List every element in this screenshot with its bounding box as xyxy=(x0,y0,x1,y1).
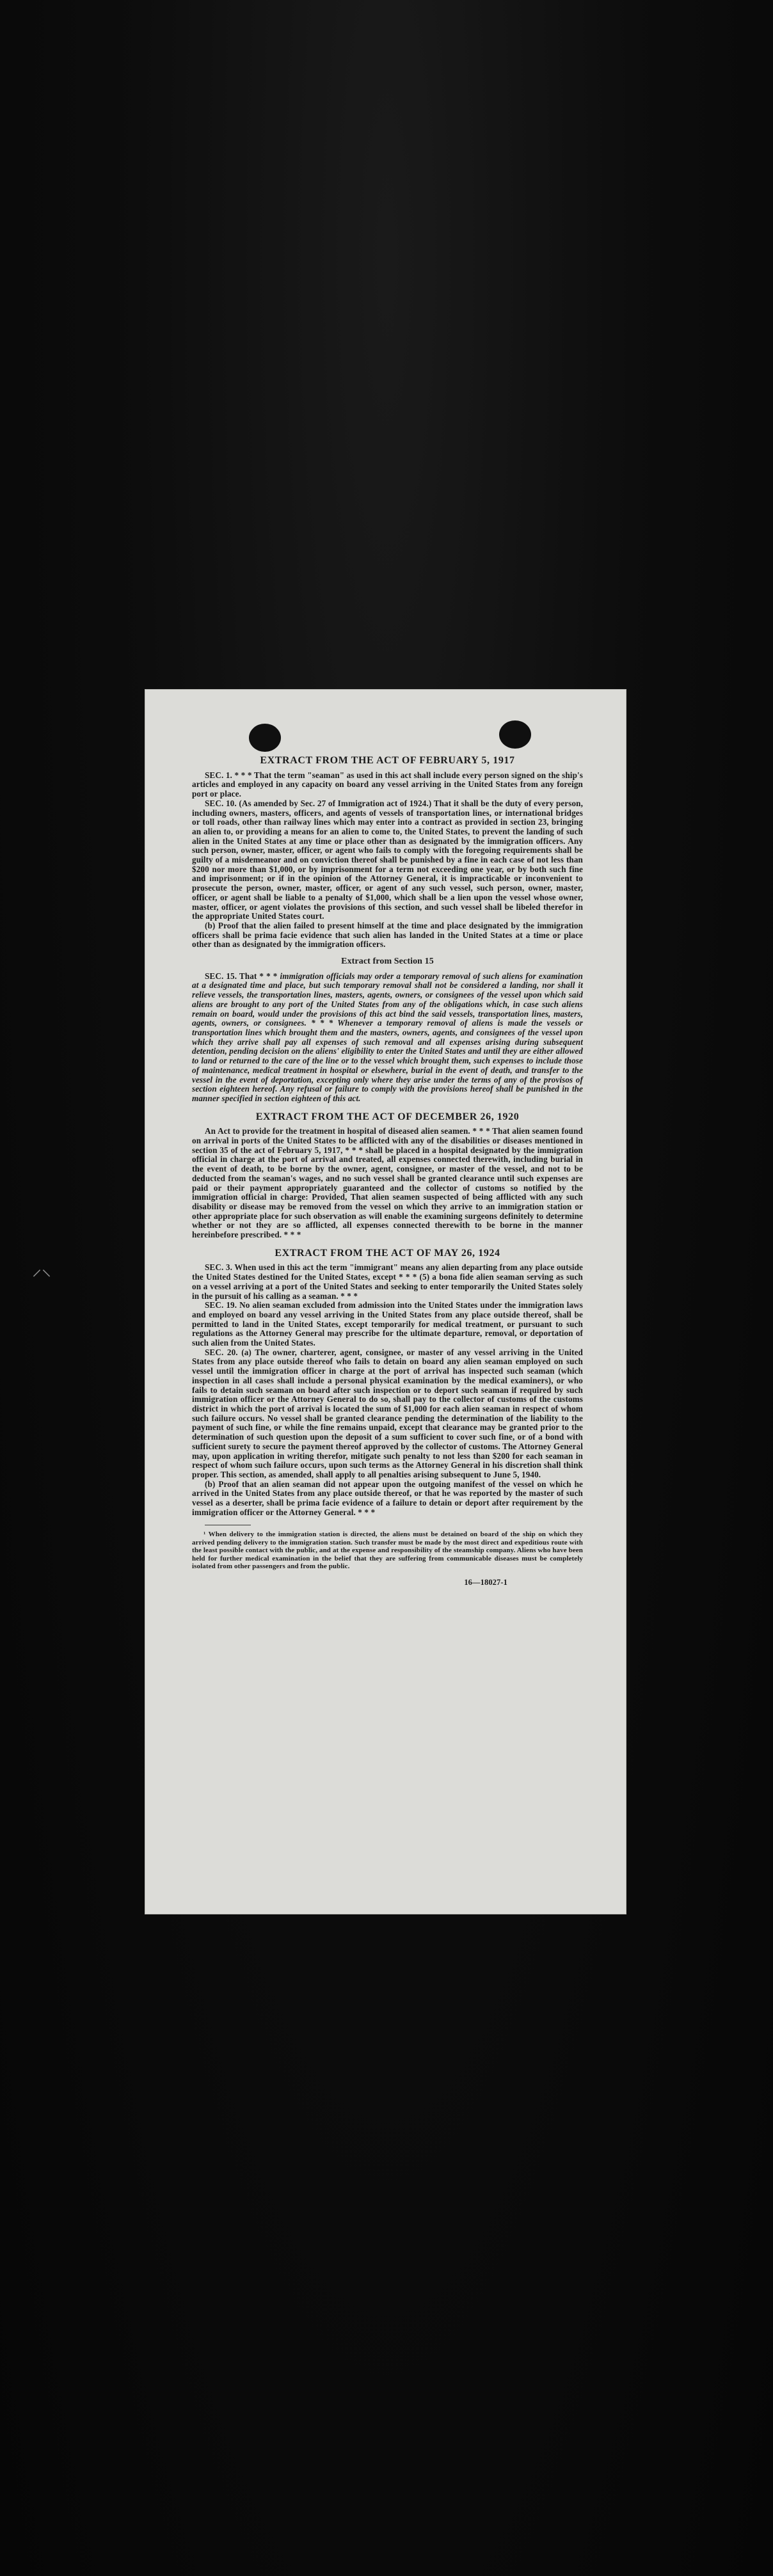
subheading-section-15: Extract from Section 15 xyxy=(341,957,434,967)
section-10-paragraph: SEC. 10. (As amended by Sec. 27 of Immigration act of 1924.) That it shall be the duty of every person, including owners, masters, officers, and agents of vessels of transportation lines, or international bridges or toll roads, other than railway lines which may enter into a contract as provided in section 23, bringing an alien to, or providing a means for an alien to come to, the United States, to prevent the landing of such alien in the United States at any time or place other than as designated by the immigration officers. Any such person, owner, master, officer, or agent who fails to comply with the foregoing requirements shall be guilty of a misdemeanor and on conviction thereof shall be punished by a fine in each case of not less than $200 nor more than $1,000, or by imprisonment for a term not exceeding one year, or by both such fine and imprisonment; or if in the opinion of the Attorney General, it is impracticable or inconvenient to prosecute the person, owner, master, officer, or agent of any such vessel, such person, owner, master, officer, or agent shall be liable to a penalty of $1,000, which shall be a lien upon the vessel whose owner, master, officer, or agent violates the provisions of this section, and such vessel shall be libeled therefor in the appropriate United States court. xyxy=(192,798,583,921)
section-1-paragraph: SEC. 1. * * * That the term "seaman" as used in this act shall include every person signed on the ship's articles and employed in any capacity on board any vessel arriving in the United States from any foreign port or place. xyxy=(192,770,583,799)
document-text xyxy=(192,756,583,1587)
heading-act-1920: EXTRACT FROM THE ACT OF DECEMBER 26, 1920 xyxy=(255,1111,520,1122)
heading-act-1917: EXTRACT FROM THE ACT OF FEBRUARY 5, 1917 xyxy=(260,755,515,766)
section-10b-paragraph: (b) Proof that the alien failed to present himself at the time and place designated by the immigration officers shall be prima facie evidence that such alien has landed in the United States at a time or place other than as designated by the immigration officers. xyxy=(192,920,583,950)
stray-scan-mark: ⸝⸜ xyxy=(32,1258,51,1280)
section-15-paragraph xyxy=(192,972,583,1104)
section-15-italic: immigration officials may order a temporary removal of such aliens for examination at a designated time and place, but such temporary removal shall not be considered a landing, nor shall it relieve vessels, the transportation lines, masters, agents, owners, or consignees of the vessel upon which said aliens are brought to any port of the United States from any of the obligations which, in case such aliens remain on board, would under the provisions of this act bind the said vessels, transportation lines, masters, agents, owners, or consignees. * * * Whenever a temporary removal of aliens is made the vessels or transportation lines which brought them and the masters, owners, agents, and consignees of the vessel upon which they arrive shall pay all expenses of such removal and all expenses arising during subsequent detention, pending decision on the aliens' eligibility to enter the United States and until they are either allowed to land or returned to the care of the line or to the vessel which brought them, such expenses to include those of maintenance, medical treatment in hospital or elsewhere, burial in the event of death, and transfer to the vessel in the event of deportation, excepting only where they arise under the terms of any of the provisos of section eighteen hereof. Any refusal or failure to comply with the provisions hereof shall be punished in the manner specified in section eighteen of this act. xyxy=(192,971,583,1103)
act-1920-paragraph: An Act to provide for the treatment in hospital of diseased alien seamen. * * * That alien seamen found on arrival in ports of the United States to be afflicted with any of the disabilities or diseases mentioned in section 35 of the act of February 5, 1917, * * * shall be placed in a hospital designated by the immigration official in charge at the port of arrival and treated, all expenses connected therewith, including burial in the event of death, to be borne by the owner, agent, consignee, or master of the vessel, and not to be deducted from the seaman's wages, and no such vessel shall be granted clearance until such expenses are paid or their payment appropriately guaranteed and the collector of customs so notified by the immigration official in charge: Provided, That alien seamen suspected of being afflicted with any such disability or disease may be removed from the vessel on which they arrive to an immigration station or other appropriate place for such observation as will enable the examining surgeons definitely to determine whether or not they are so afflicted, all expenses connected therewith to be borne in the manner hereinbefore prescribed. * * * xyxy=(192,1126,583,1240)
section-19-paragraph: SEC. 19. No alien seaman excluded from admission into the United States under the immigration laws and employed on board any vessel arriving in the United States from any place outside thereof, shall be permitted to land in the United States, except temporarily for medical treatment, or pursuant to such regulations as the Attorney General may prescribe for the ultimate departure, removal, or deportation of such alien from the United States. xyxy=(192,1300,583,1348)
form-number: 16—18027-1 xyxy=(464,1578,507,1587)
section-20b-paragraph: (b) Proof that an alien seaman did not appear upon the outgoing manifest of the vessel on which he arrived in the United States from any place outside thereof, or that he was reported by the master of such vessel as a deserter, shall be prima facie evidence of a failure to detain or deport after requirement by the immigration officer or the Attorney General. * * * xyxy=(192,1479,583,1517)
heading-act-1924: EXTRACT FROM THE ACT OF MAY 26, 1924 xyxy=(275,1247,500,1259)
section-15-start: SEC. 15. That * * * xyxy=(205,971,278,981)
section-3-paragraph: SEC. 3. When used in this act the term "immigrant" means any alien departing from any place outside the United States destined for the United States, except * * * (5) a bona fide alien seaman serving as such on a vessel arriving at a port of the United States and seeking to enter temporarily the United States solely in the pursuit of his calling as a seaman. * * * xyxy=(192,1262,583,1301)
section-20a-paragraph: SEC. 20. (a) The owner, charterer, agent, consignee, or master of any vessel arriving in the United States from any place outside thereof who fails to detain on board any alien seaman employed on such vessel until the immigration officer in charge at the port of arrival has inspected such seaman (which inspection in all cases shall include a personal physical examination by the medical examiners), or who fails to detain such seaman on board after such inspection or to deport such seaman if required by such immigration officer or the Attorney General to do so, shall pay to the collector of customs of the customs district in which the port of arrival is located the sum of $1,000 for each alien seaman in respect of whom such failure occurs. No vessel shall be granted clearance pending the determination of the liability to the payment of such fine, or while the fine remains unpaid, except that clearance may be granted prior to the determination of such question upon the deposit of a sum sufficient to cover such fine, or of a bond with sufficient surety to secure the payment thereof approved by the collector of customs. The Attorney General may, upon application in writing therefor, mitigate such penalty to not less than $200 for each seaman in respect of whom such failure occurs, upon such terms as the Attorney General in his discretion shall think proper. This section, as amended, shall apply to all penalties arising subsequent to June 5, 1940. xyxy=(192,1347,583,1479)
punch-hole-right xyxy=(499,720,531,749)
punch-hole-left xyxy=(249,724,281,752)
footnote: ¹ When delivery to the immigration station is directed, the aliens must be detained on board of the ship on which they arrived pending delivery to the immigration station. Such transfer must be made by the most direct and expeditious route with the least possible contact with the public, and at the expense and responsibility of the steamship company. Aliens who have been held for further medical examination in the belief that they are suffering from communicable diseases must be completely isolated from other passengers and from the public. xyxy=(192,1530,583,1571)
